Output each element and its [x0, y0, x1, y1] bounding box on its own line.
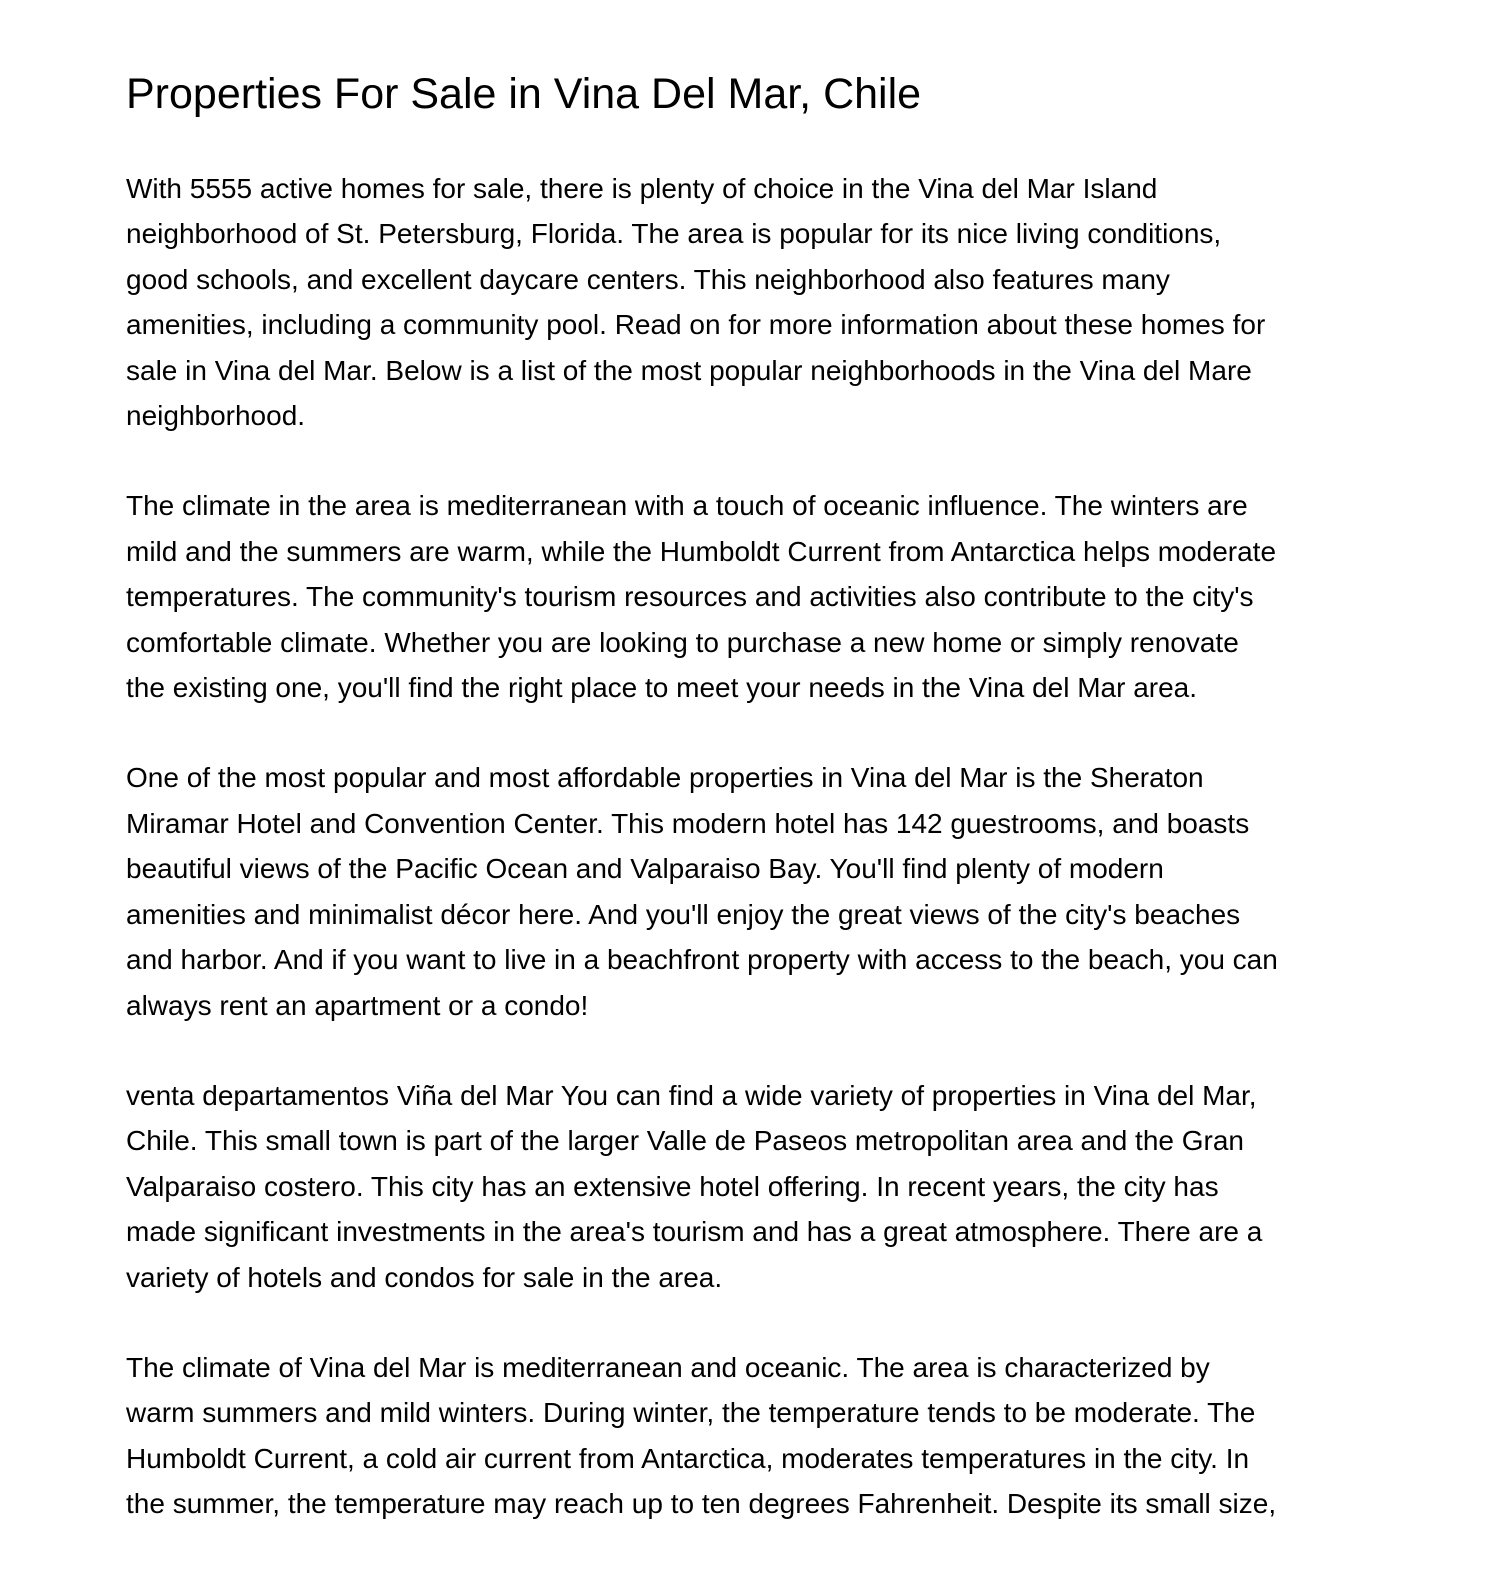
paragraph-line: sale in Vina del Mar. Below is a list of the most popular neighborhoods in the Vina del Mare — [126, 354, 1252, 386]
paragraph-line: good schools, and excellent daycare centers. This neighborhood also features many — [126, 263, 1170, 295]
paragraph-line: the summer, the temperature may reach up to ten degrees Fahrenheit. Despite its small size, — [126, 1488, 1277, 1520]
paragraph-line: Humboldt Current, a cold air current from Antarctica, moderates temperatures in the city. In — [126, 1442, 1250, 1474]
paragraph-line: mild and the summers are warm, while the Humboldt Current from Antarctica helps moderate — [126, 535, 1277, 567]
paragraph-line: and harbor. And if you want to live in a beachfront property with access to the beach, you can — [126, 944, 1278, 976]
paragraph-line: Miramar Hotel and Convention Center. This modern hotel has 142 guestrooms, and boasts — [126, 807, 1250, 839]
paragraph-1 — [126, 166, 1386, 438]
paragraph-line: the existing one, you'll find the right place to meet your needs in the Vina del Mar area. — [126, 672, 1198, 704]
paragraph-line: warm summers and mild winters. During winter, the temperature tends to be moderate. The — [126, 1397, 1256, 1429]
paragraph-line: temperatures. The community's tourism resources and activities also contribute to the city's — [126, 581, 1254, 613]
paragraph-line: venta departamentos Viña del Mar You can find a wide variety of properties in Vina del Mar, — [126, 1079, 1257, 1111]
paragraph-line: neighborhood of St. Petersburg, Florida. The area is popular for its nice living conditions, — [126, 218, 1222, 250]
paragraph-2 — [126, 483, 1386, 710]
paragraph-line: With 5555 active homes for sale, there is plenty of choice in the Vina del Mar Island — [126, 173, 1158, 204]
paragraph-line: The climate in the area is mediterranean with a touch of oceanic influence. The winters are — [126, 490, 1248, 522]
paragraph-line: The climate of Vina del Mar is mediterranean and oceanic. The area is characterized by — [126, 1351, 1210, 1383]
paragraph-line: comfortable climate. Whether you are looking to purchase a new home or simply renovate — [126, 626, 1239, 658]
paragraph-line: always rent an apartment or a condo! — [126, 989, 589, 1021]
paragraph-line: Valparaiso costero. This city has an extensive hotel offering. In recent years, the city has — [126, 1170, 1219, 1202]
paragraph-3 — [126, 755, 1386, 1027]
document-title: Properties For Sale in Vina Del Mar, Chile — [126, 70, 922, 118]
paragraph-line: One of the most popular and most affordable properties in Vina del Mar is the Sheraton — [126, 762, 1204, 794]
document-body — [126, 166, 1386, 1572]
paragraph-line: Chile. This small town is part of the larger Valle de Paseos metropolitan area and the Gran — [126, 1125, 1244, 1157]
paragraph-line: made significant investments in the area's tourism and has a great atmosphere. There are a — [126, 1216, 1263, 1248]
paragraph-5 — [126, 1345, 1386, 1527]
paragraph-4 — [126, 1073, 1386, 1300]
paragraph-line: amenities, including a community pool. Read on for more information about these homes for — [126, 309, 1266, 341]
paragraph-line: beautiful views of the Pacific Ocean and Valparaiso Bay. You'll find plenty of modern — [126, 853, 1164, 885]
paragraph-line: variety of hotels and condos for sale in the area. — [126, 1261, 723, 1293]
paragraph-line: neighborhood. — [126, 400, 306, 432]
paragraph-line: amenities and minimalist décor here. And you'll enjoy the great views of the city's beaches — [126, 898, 1241, 930]
